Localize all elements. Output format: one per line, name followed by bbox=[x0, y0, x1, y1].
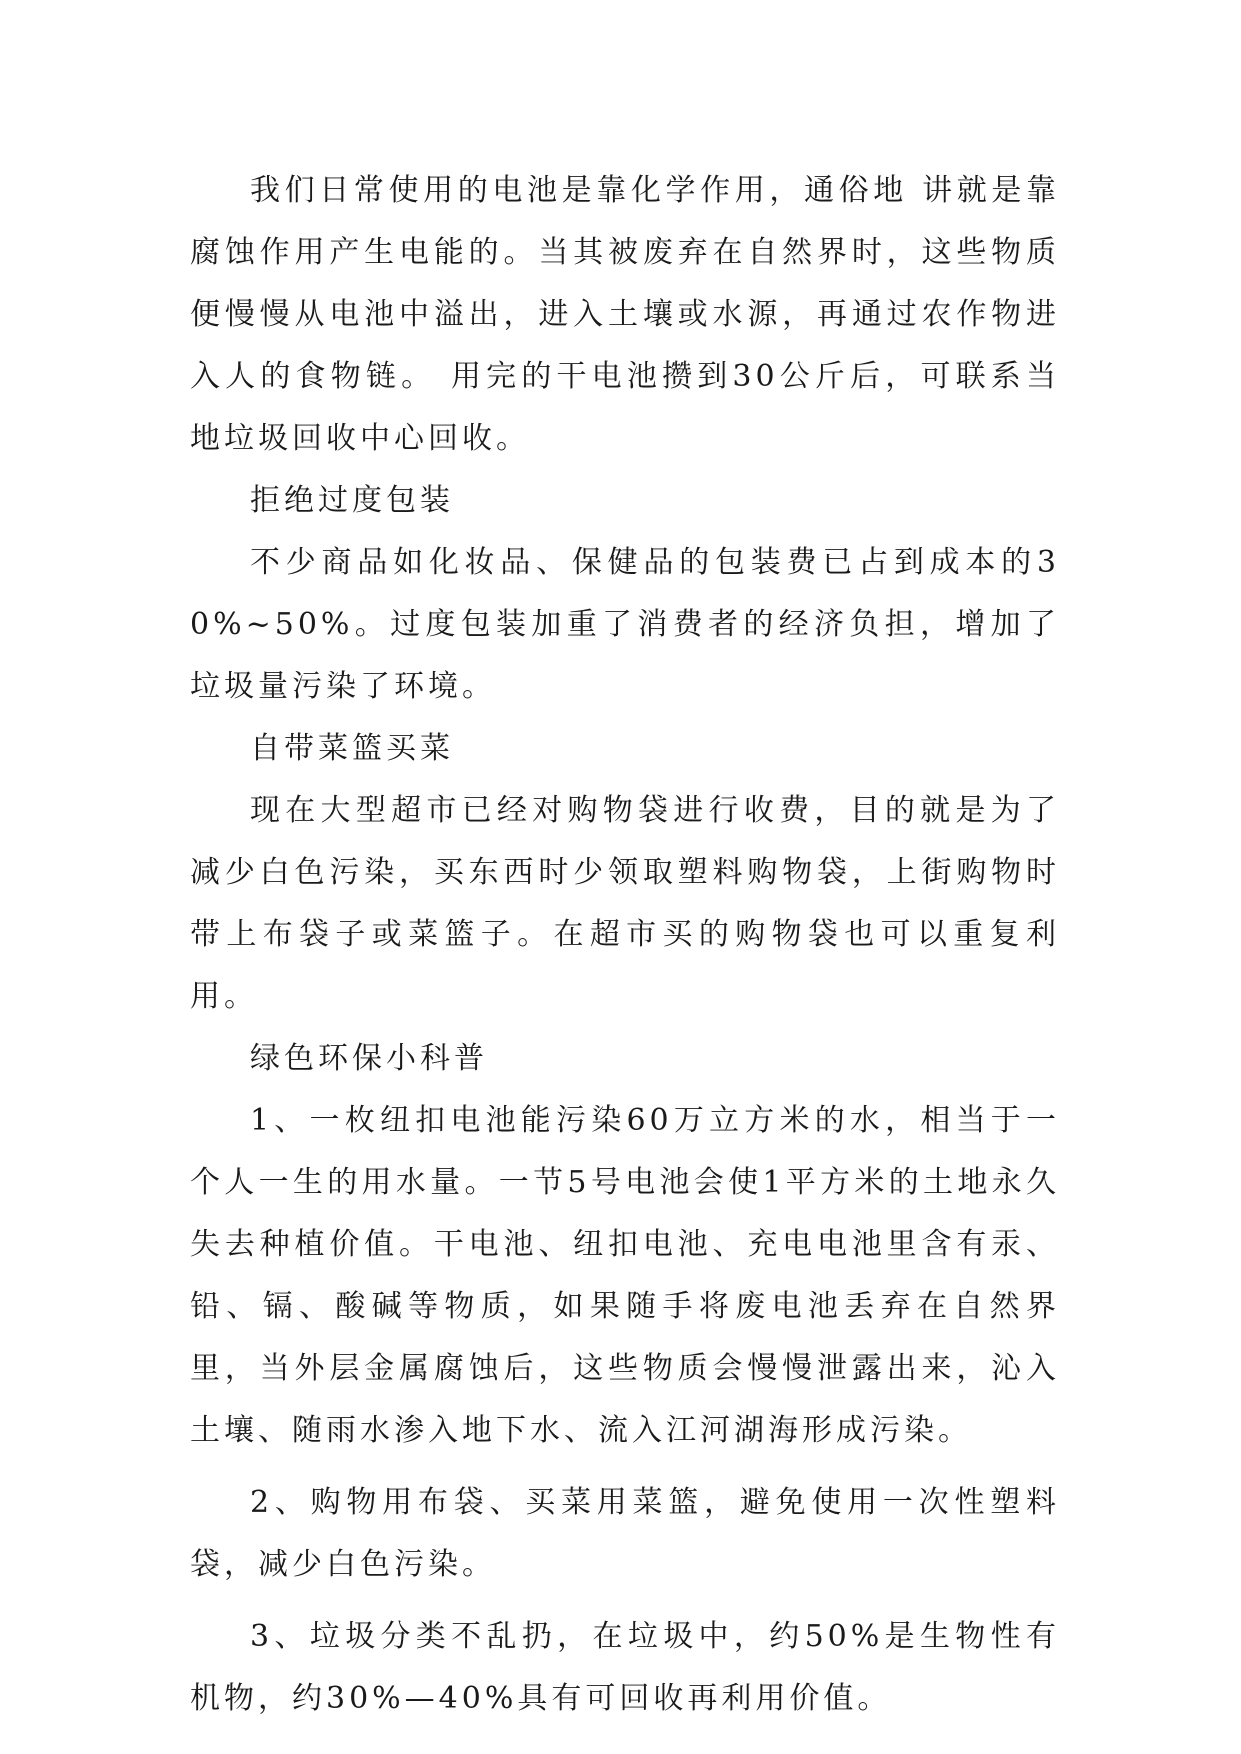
heading-bring-basket: 自带菜篮买菜 bbox=[250, 731, 454, 766]
document-body bbox=[190, 160, 1060, 1730]
paragraph-tip-2: 2、购物用布袋、买菜用菜篮，避免使用一次性塑料袋，减少白色污染。 bbox=[190, 1485, 1060, 1582]
heading-reject-overpackaging: 拒绝过度包装 bbox=[250, 483, 454, 518]
paragraph-battery-corrosion: 我们日常使用的电池是靠化学作用，通俗地 讲就是靠腐蚀作用产生电能的。当其被废弃在自然界时，这些物质便慢慢从电池中溢出，进入土壤或水源，再通过农作物进入人的食物链。 用完的干电池攒到30公斤后，可联系当地垃圾回收中心回收。 bbox=[190, 173, 1060, 456]
paragraph-tip-1: 1、一枚纽扣电池能污染60万立方米的水，相当于一个人一生的用水量。一节5号电池会使1平方米的土地永久失去种植价值。干电池、纽扣电池、充电电池里含有汞、铅、镉、酸碱等物质，如果随手将废电池丢弃在自然界里，当外层金属腐蚀后，这些物质会慢慢泄露出来，沁入土壤、随雨水渗入地下水、流入江河湖海形成污染。 bbox=[190, 1103, 1060, 1448]
heading-green-science: 绿色环保小科普 bbox=[250, 1041, 488, 1076]
paragraph-packaging-cost: 不少商品如化妆品、保健品的包装费已占到成本的30%~50%。过度包装加重了消费者的经济负担，增加了垃圾量污染了环境。 bbox=[190, 545, 1060, 704]
paragraph-tip-3: 3、垃圾分类不乱扔，在垃圾中，约50%是生物性有机物，约30%—40%具有可回收再利用价值。 bbox=[190, 1619, 1060, 1716]
paragraph-shopping-bags: 现在大型超市已经对购物袋进行收费，目的就是为了减少白色污染，买东西时少领取塑料购物袋，上街购物时带上布袋子或菜篮子。在超市买的购物袋也可以重复利用。 bbox=[190, 793, 1060, 1014]
